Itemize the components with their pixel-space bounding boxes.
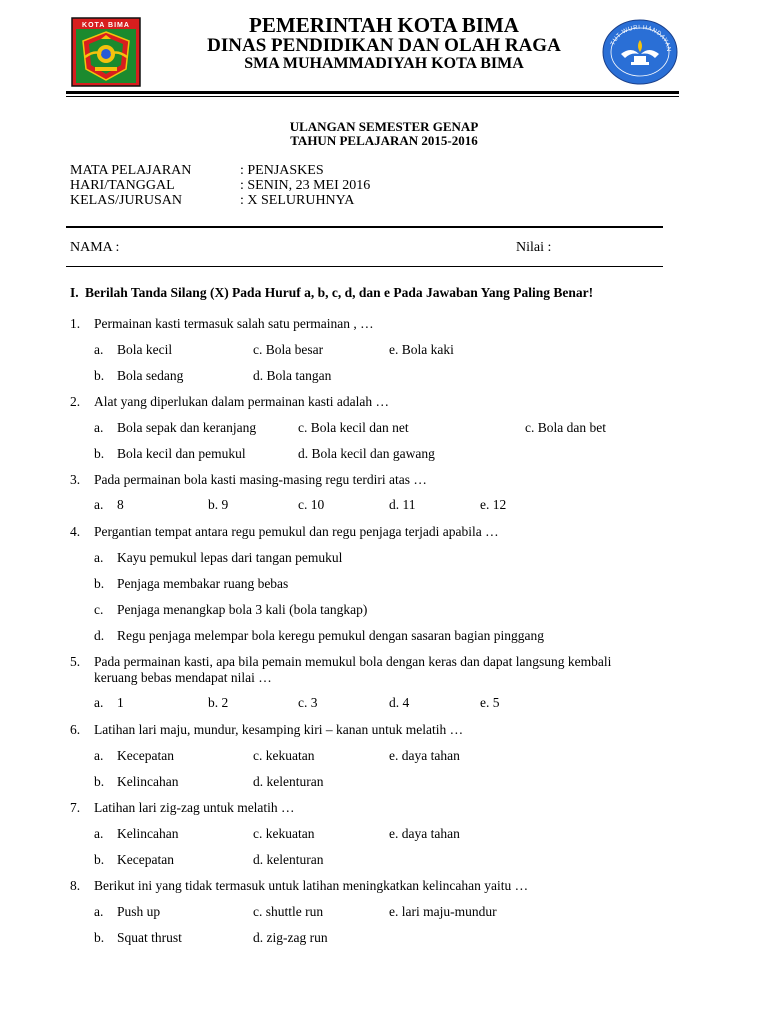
option: d. 4 bbox=[389, 695, 410, 710]
option: d. zig-zag run bbox=[253, 930, 328, 945]
question-text: Latihan lari maju, mundur, kesamping kiri – kanan untuk melatih … bbox=[94, 722, 464, 737]
question-number: 2. bbox=[70, 394, 81, 409]
info-label-subject: MATA PELAJARAN bbox=[70, 163, 192, 178]
option: e. 5 bbox=[480, 695, 500, 710]
option-letter: b. bbox=[94, 930, 105, 945]
option-text: Kecepatan bbox=[117, 748, 174, 763]
option: e. lari maju-mundur bbox=[389, 904, 497, 919]
option-letter: c. bbox=[94, 602, 104, 617]
option-text: Push up bbox=[117, 904, 161, 919]
header-school: SMA MUHAMMADIYAH KOTA BIMA bbox=[244, 55, 524, 72]
option: e. daya tahan bbox=[389, 748, 460, 763]
info-value-class: : X SELURUHNYA bbox=[240, 193, 355, 208]
question-text: Permainan kasti termasuk salah satu permainan , … bbox=[94, 316, 374, 331]
exam-year: TAHUN PELAJARAN 2015-2016 bbox=[290, 133, 478, 148]
option-letter: a. bbox=[94, 420, 104, 435]
svg-text:TUT WURI HANDAYANI: TUT WURI HANDAYAN bbox=[610, 24, 672, 53]
option-text: Regu penjaga melempar bola keregu pemukul dengan sasaran bagian pinggang bbox=[117, 628, 544, 643]
question-text: Berikut ini yang tidak termasuk untuk latihan meningkatkan kelincahan yaitu … bbox=[94, 878, 529, 893]
option-letter: a. bbox=[94, 826, 104, 841]
option-text: Squat thrust bbox=[117, 930, 182, 945]
option: c. kekuatan bbox=[253, 748, 315, 763]
option-text: Kayu pemukul lepas dari tangan pemukul bbox=[117, 550, 343, 565]
option-text: Penjaga membakar ruang bebas bbox=[117, 576, 289, 591]
option-letter: a. bbox=[94, 748, 104, 763]
question-number: 8. bbox=[70, 878, 81, 893]
option-letter: a. bbox=[94, 904, 104, 919]
info-label-date: HARI/TANGGAL bbox=[70, 178, 175, 193]
question-number: 1. bbox=[70, 316, 81, 331]
option: c. 3 bbox=[298, 695, 318, 710]
question-number: 4. bbox=[70, 524, 81, 539]
option: b. 9 bbox=[208, 497, 229, 512]
header-government: PEMERINTAH KOTA BIMA bbox=[249, 13, 519, 37]
header-department: DINAS PENDIDIKAN DAN OLAH RAGA bbox=[207, 35, 561, 56]
option-letter: a. bbox=[94, 342, 104, 357]
question-text: Pada permainan kasti, apa bila pemain memukul bola dengan keras dan dapat langsung kembali bbox=[94, 654, 612, 669]
info-label-class: KELAS/JURUSAN bbox=[70, 193, 183, 208]
option-letter: b. bbox=[94, 774, 105, 789]
info-rule bbox=[66, 226, 663, 228]
info-value-subject: : PENJASKES bbox=[240, 163, 324, 178]
question-number: 5. bbox=[70, 654, 81, 669]
question-text: Pergantian tempat antara regu pemukul dan regu penjaga terjadi apabila … bbox=[94, 524, 499, 539]
header-rule-thick bbox=[66, 91, 679, 94]
section-roman: I. bbox=[70, 285, 79, 300]
option-text: Bola kecil bbox=[117, 342, 173, 357]
question-number: 6. bbox=[70, 722, 81, 737]
option: c. Bola dan bet bbox=[525, 420, 606, 435]
option: c. Bola kecil dan net bbox=[298, 420, 409, 435]
question-text: Pada permainan bola kasti masing-masing regu terdiri atas … bbox=[94, 472, 427, 487]
option-letter: a. bbox=[94, 497, 104, 512]
option-text: 8 bbox=[117, 497, 124, 512]
option-text: Kelincahan bbox=[117, 826, 179, 841]
option-text: 1 bbox=[117, 695, 124, 710]
svg-text:KOTA BIMA: KOTA BIMA bbox=[82, 22, 130, 29]
question-number: 7. bbox=[70, 800, 81, 815]
exam-title: ULANGAN SEMESTER GENAP bbox=[289, 119, 479, 134]
header-rule-thin bbox=[66, 96, 679, 97]
option: c. Bola besar bbox=[253, 342, 324, 357]
option-letter: b. bbox=[94, 368, 105, 383]
option: d. Bola tangan bbox=[253, 368, 332, 383]
option-text: Bola kecil dan pemukul bbox=[117, 446, 246, 461]
option-letter: a. bbox=[94, 550, 104, 565]
info-value-date: : SENIN, 23 MEI 2016 bbox=[240, 178, 371, 193]
option: c. 10 bbox=[298, 497, 325, 512]
option: b. 2 bbox=[208, 695, 229, 710]
option-text: Bola sepak dan keranjang bbox=[117, 420, 257, 435]
option: d. Bola kecil dan gawang bbox=[298, 446, 435, 461]
question-text: keruang bebas mendapat nilai … bbox=[94, 670, 272, 685]
option-letter: d. bbox=[94, 628, 105, 643]
section-instruction bbox=[70, 285, 593, 301]
option: d. 11 bbox=[389, 497, 416, 512]
name-rule bbox=[66, 266, 663, 267]
option: d. kelenturan bbox=[253, 774, 324, 789]
student-name-label: NAMA : bbox=[70, 240, 120, 255]
option-letter: a. bbox=[94, 695, 104, 710]
option: e. daya tahan bbox=[389, 826, 460, 841]
option-letter: b. bbox=[94, 576, 105, 591]
option-letter: b. bbox=[94, 852, 105, 867]
section-text: Berilah Tanda Silang (X) Pada Huruf a, b, c, d, dan e Pada Jawaban Yang Paling Benar! bbox=[85, 285, 594, 300]
option-text: Penjaga menangkap bola 3 kali (bola tangkap) bbox=[117, 602, 368, 617]
option-letter: b. bbox=[94, 446, 105, 461]
option: c. shuttle run bbox=[253, 904, 324, 919]
option: d. kelenturan bbox=[253, 852, 324, 867]
option: e. Bola kaki bbox=[389, 342, 454, 357]
option-text: Kelincahan bbox=[117, 774, 179, 789]
option-text: Bola sedang bbox=[117, 368, 184, 383]
option: c. kekuatan bbox=[253, 826, 315, 841]
student-score-label: Nilai : bbox=[516, 240, 552, 255]
question-text: Alat yang diperlukan dalam permainan kasti adalah … bbox=[94, 394, 390, 409]
question-text: Latihan lari zig-zag untuk melatih … bbox=[94, 800, 295, 815]
question-number: 3. bbox=[70, 472, 81, 487]
option-text: Kecepatan bbox=[117, 852, 174, 867]
option: e. 12 bbox=[480, 497, 507, 512]
